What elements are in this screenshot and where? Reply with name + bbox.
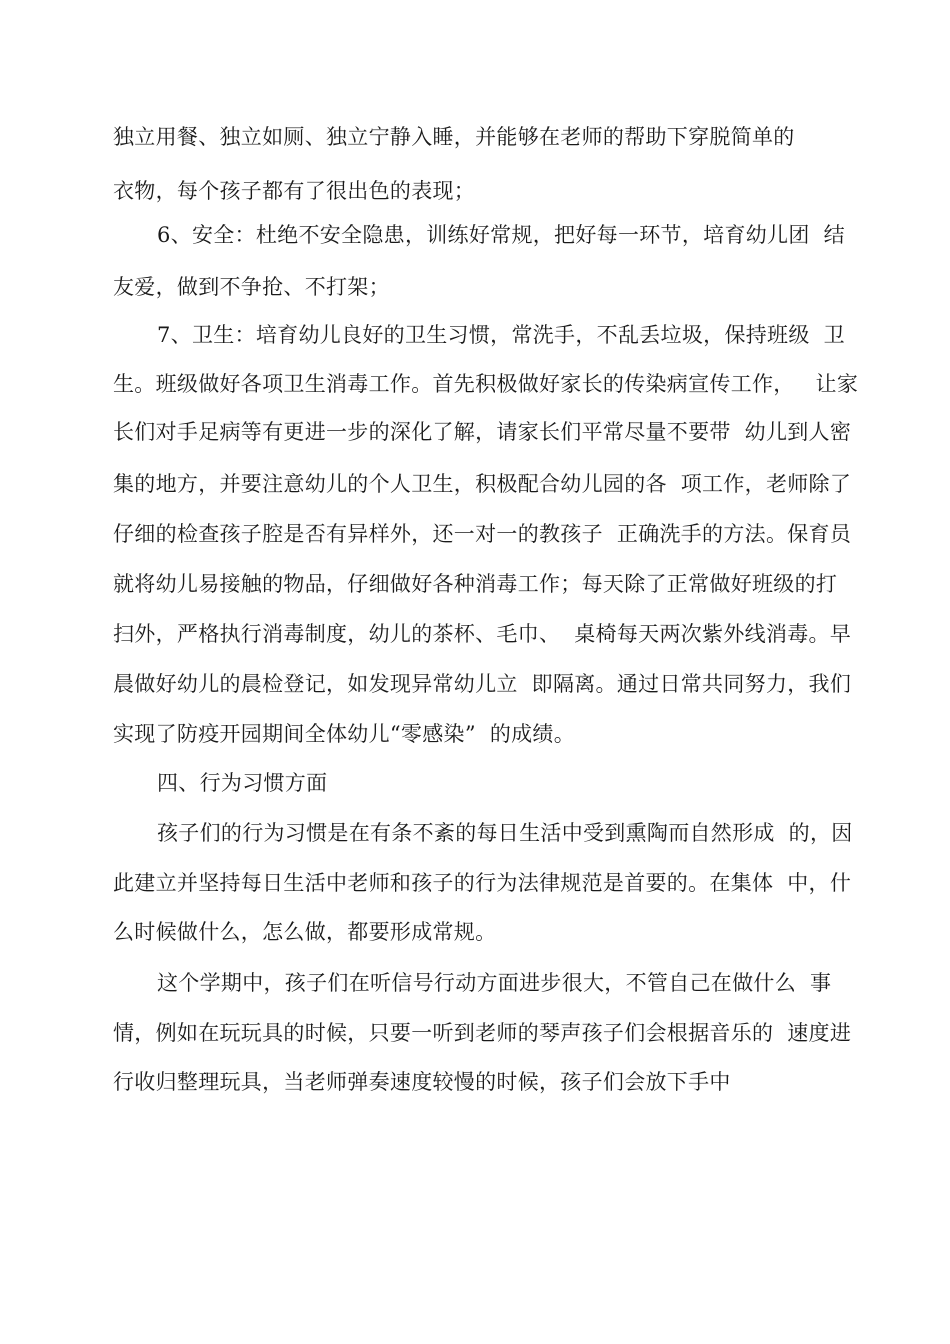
text-line: 么时候做什么，怎么做，都要形成常规。 — [113, 920, 497, 944]
text-line: 长们对手足病等有更进一步的深化了解，请家长们平常尽量不要带 幼儿到人密 — [113, 420, 852, 444]
text-line: 集的地方，并要注意幼儿的个人卫生，积极配合幼儿园的各 项工作，老师除了 — [113, 472, 852, 496]
text-line: 这个学期中，孩子们在听信号行动方面进步很大，不管自己在做什么 事 — [157, 971, 832, 995]
text-line: 孩子们的行为习惯是在有条不紊的每日生活中受到熏陶而自然形成 的，因 — [157, 821, 853, 845]
text-line: 此建立并坚持每日生活中老师和孩子的行为法律规范是首要的。在集体 中，什 — [113, 871, 852, 895]
text-line: 生。班级做好各项卫生消毒工作。首先积极做好家长的传染病宣传工作， 让家 — [113, 372, 859, 396]
text-line: 情，例如在玩玩具的时候，只要一听到老师的琴声孩子们会根据音乐的 速度进 — [113, 1021, 852, 1045]
text-line: 就将幼儿易接触的物品，仔细做好各种消毒工作；每天除了正常做好班级的打 — [113, 572, 838, 596]
text-line: 独立用餐、独立如厕、独立宁静入睡，并能够在老师的帮助下穿脱简单的 — [113, 125, 795, 149]
text-line: 行收归整理玩具，当老师弹奏速度较慢的时候，孩子们会放下手中 — [113, 1070, 731, 1094]
text-line: 衣物，每个孩子都有了很出色的表现； — [113, 179, 476, 203]
text-line: 友爱，做到不争抢、不打架； — [113, 275, 390, 299]
text-line: 7、卫生：培育幼儿良好的卫生习惯，常洗手，不乱丢垃圾，保持班级 卫 — [157, 323, 845, 347]
text-line: 扫外，严格执行消毒制度，幼儿的茶杯、毛巾、 桌椅每天两次紫外线消毒。早 — [113, 622, 852, 646]
text-line: 6、安全：杜绝不安全隐患，训练好常规，把好每一环节，培育幼儿团 结 — [157, 223, 845, 247]
text-line: 晨做好幼儿的晨检登记，如发现异常幼儿立 即隔离。通过日常共同努力，我们 — [113, 672, 852, 696]
section-heading: 四、行为习惯方面 — [157, 771, 328, 795]
text-line: 实现了防疫开园期间全体幼儿“零感染” 的成绩。 — [113, 722, 576, 746]
text-line: 仔细的检查孩子腔是否有异样外，还一对一的教孩子 正确洗手的方法。保育员 — [113, 522, 852, 546]
